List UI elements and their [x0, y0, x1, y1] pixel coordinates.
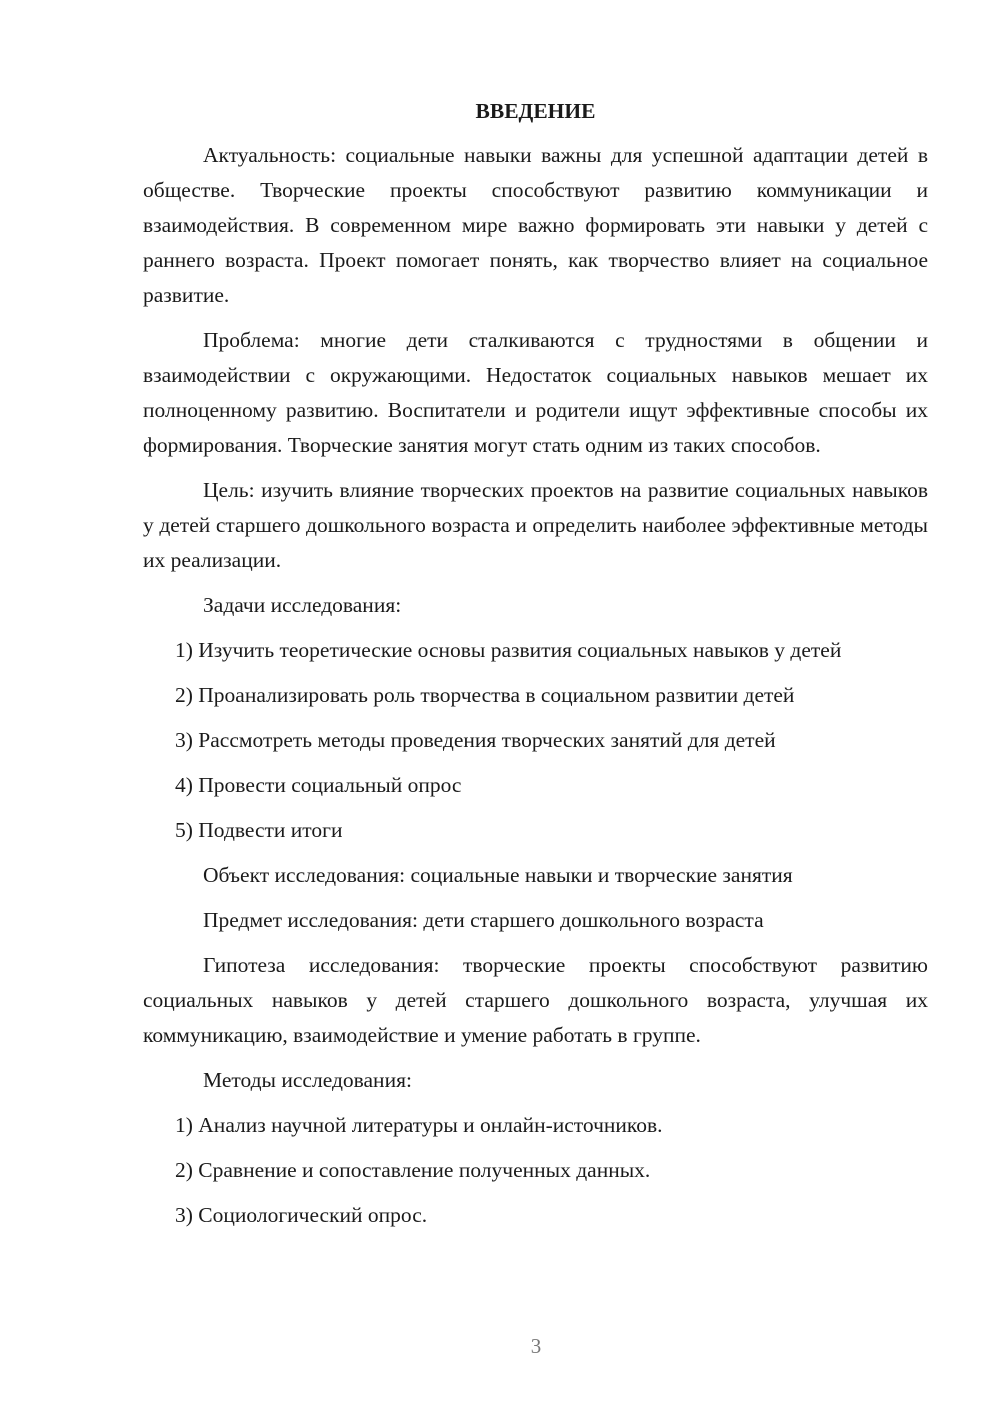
task-item: 4) Провести социальный опрос: [175, 773, 462, 797]
task-item: 5) Подвести итоги: [175, 818, 343, 842]
section-heading: ВВЕДЕНИЕ: [475, 99, 596, 123]
page-number: 3: [530, 1334, 542, 1358]
subject-paragraph: Предмет исследования: дети старшего дошкольного возраста: [203, 908, 764, 932]
method-item: 3) Социологический опрос.: [175, 1203, 428, 1227]
goal-paragraph: Цель: изучить влияние творческих проектов на развитие социальных навыков у детей старшего дошкольного возраста и определить наиболее эффективные методы их реализации.: [143, 478, 928, 572]
tasks-list: [143, 633, 928, 848]
method-item: 2) Сравнение и сопоставление полученных данных.: [175, 1158, 651, 1182]
relevance-paragraph: Актуальность: социальные навыки важны для успешной адаптации детей в обществе. Творческие проекты способствуют развитию коммуникации и взаимодействия. В современном мире важно формировать эти навыки у детей с раннего возраста. Проект помогает понять, как творчество влияет на социальное развитие.: [143, 143, 928, 307]
task-item: 3) Рассмотреть методы проведения творческих занятий для детей: [175, 728, 776, 752]
task-item: 1) Изучить теоретические основы развития социальных навыков у детей: [175, 638, 842, 662]
methods-list: [143, 1108, 928, 1233]
problem-paragraph: Проблема: многие дети сталкиваются с трудностями в общении и взаимодействии с окружающими. Недостаток социальных навыков мешает их полноценному развитию. Воспитатели и родители ищут эффективные способы их формирования. Творческие занятия могут стать одним из таких способов.: [143, 328, 928, 457]
object-paragraph: Объект исследования: социальные навыки и творческие занятия: [203, 863, 793, 887]
methods-label: Методы исследования:: [203, 1068, 412, 1092]
hypothesis-paragraph: Гипотеза исследования: творческие проекты способствуют развитию социальных навыков у детей старшего дошкольного возраста, улучшая их коммуникацию, взаимодействие и умение работать в группе.: [143, 953, 928, 1047]
method-item: 1) Анализ научной литературы и онлайн-источников.: [175, 1113, 663, 1137]
page-content: [143, 94, 928, 1243]
task-item: 2) Проанализировать роль творчества в социальном развитии детей: [175, 683, 795, 707]
tasks-label: Задачи исследования:: [203, 593, 402, 617]
